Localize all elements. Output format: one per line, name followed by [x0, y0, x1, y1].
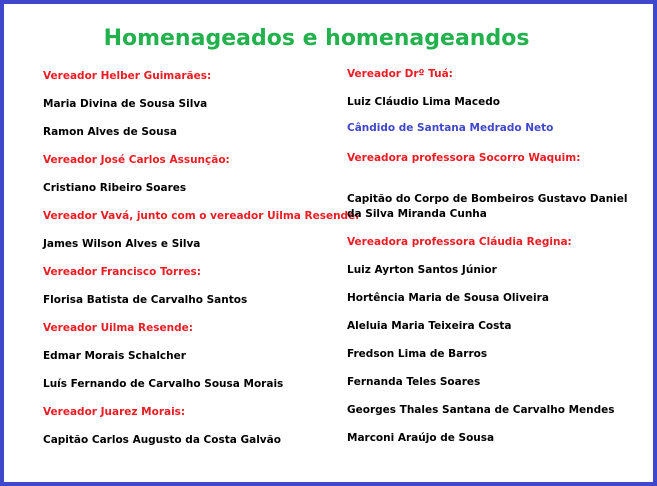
honoree-name: Edmar Morais Schalcher: [43, 350, 186, 362]
honoree-name: Fernanda Teles Soares: [347, 376, 481, 388]
honoree-name: James Wilson Alves e Silva: [43, 238, 201, 250]
honoree-name: Luiz Cláudio Lima Macedo: [347, 96, 500, 108]
council-member-label: Vereador Juarez Morais:: [43, 406, 186, 418]
honoree-name: Aleluia Maria Teixeira Costa: [347, 320, 512, 332]
honoree-name: Luís Fernando de Carvalho Sousa Morais: [43, 378, 284, 390]
council-member-label: Vereador Drº Tuá:: [347, 68, 453, 80]
honoree-name: Fredson Lima de Barros: [347, 348, 488, 360]
council-member-label: Vereador Francisco Torres:: [43, 266, 201, 278]
honoree-name: Maria Divina de Sousa Silva: [43, 98, 208, 110]
page-title: Homenageados e homenageandos: [103, 26, 530, 51]
honoree-name-highlighted: Cândido de Santana Medrado Neto: [347, 122, 554, 134]
council-member-label: Vereadora professora Socorro Waquim:: [347, 152, 581, 164]
honoree-name: Ramon Alves de Sousa: [43, 126, 177, 138]
honoree-name: Marconi Araújo de Sousa: [347, 432, 495, 444]
honoree-name: Capitão do Corpo de Bombeiros Gustavo Daniel da Silva Miranda Cunha: [347, 193, 628, 220]
honoree-name: Luiz Ayrton Santos Júnior: [347, 264, 497, 276]
council-member-label: Vereadora professora Cláudia Regina:: [347, 236, 572, 248]
honoree-name: Hortência Maria de Sousa Oliveira: [347, 292, 549, 304]
honoree-name: Georges Thales Santana de Carvalho Mendes: [347, 404, 615, 416]
honoree-name: Cristiano Ribeiro Soares: [43, 182, 187, 194]
honoree-name: Florisa Batista de Carvalho Santos: [43, 294, 248, 306]
council-member-label: Vereador José Carlos Assunção:: [43, 154, 230, 166]
council-member-label: Vereador Vavá, junto com o vereador Uilma Resende:: [43, 210, 360, 222]
honoree-name: Capitão Carlos Augusto da Costa Galvão: [43, 434, 281, 446]
council-member-label: Vereador Helber Guimarães:: [43, 70, 212, 82]
council-member-label: Vereador Uilma Resende:: [43, 322, 193, 334]
